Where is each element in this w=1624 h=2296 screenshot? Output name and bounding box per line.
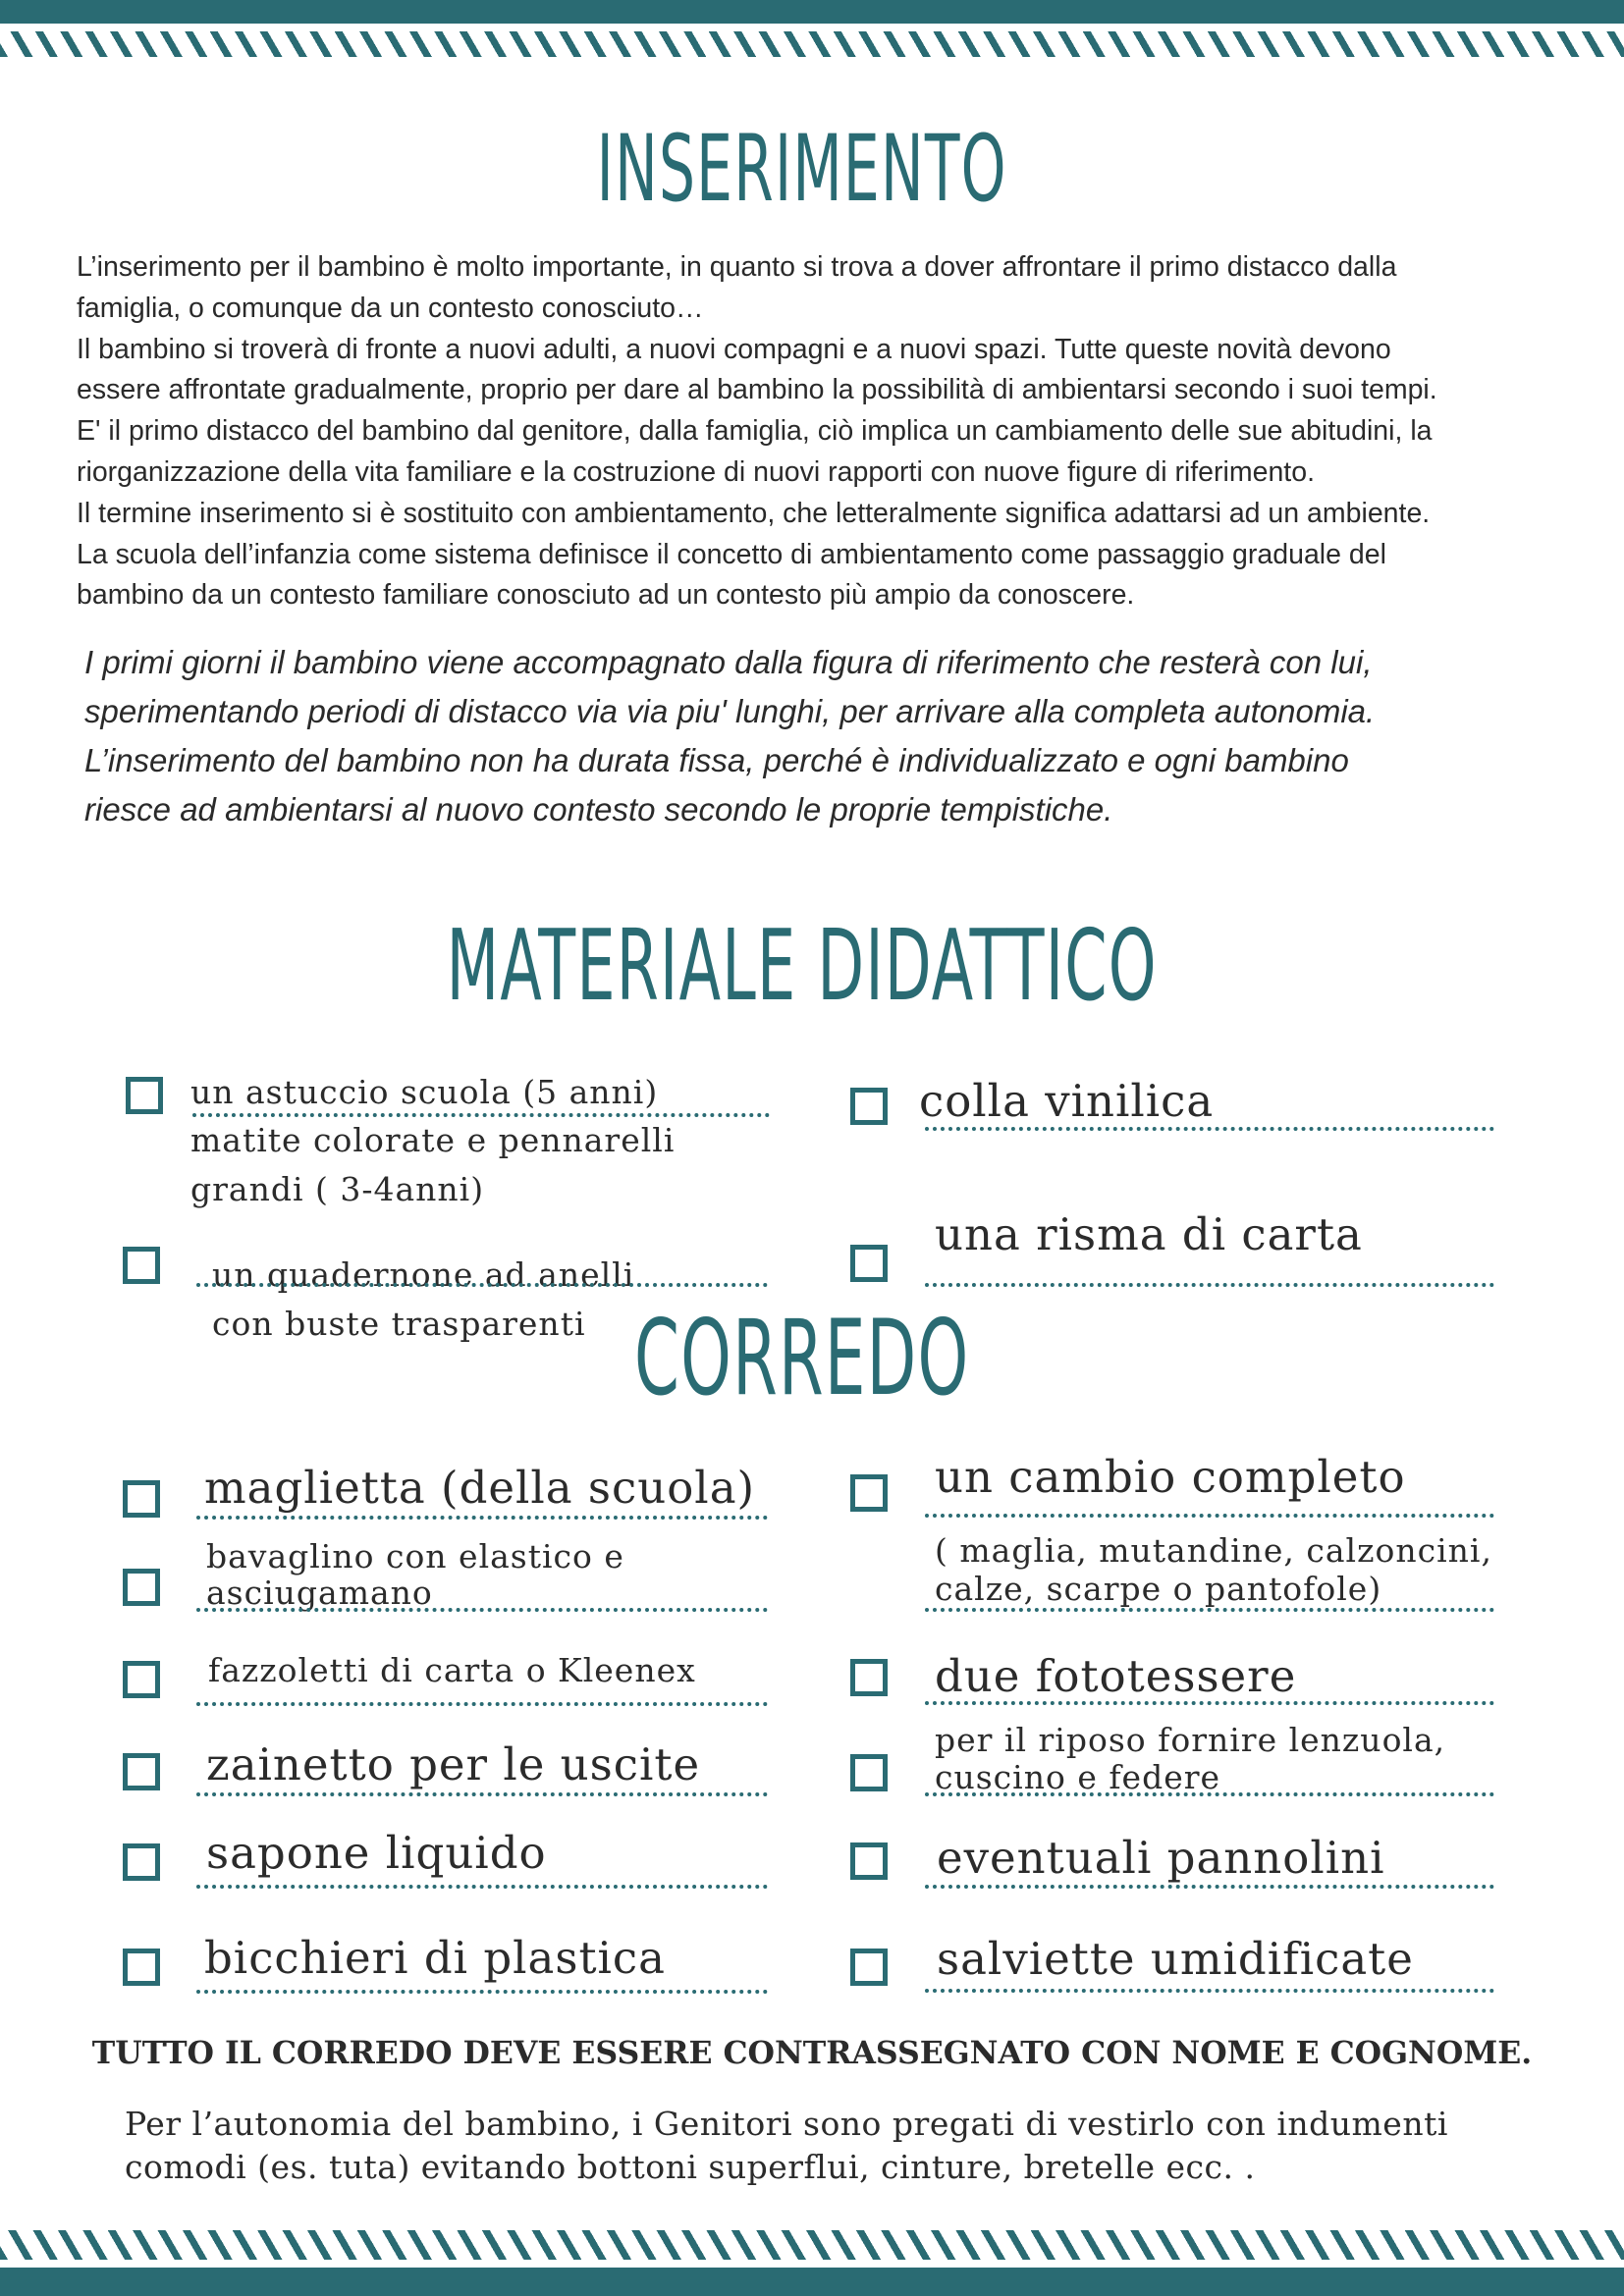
heading-inserimento: INSERIMENTO: [596, 116, 1007, 223]
dotted-line: [925, 1792, 1494, 1796]
label-risma: una risma di carta: [935, 1208, 1363, 1260]
label-cambio-detail: ( maglia, mutandine, calzoncini,: [935, 1531, 1492, 1570]
intro-line: Il termine inserimento si è sostituito con ambientamento, che letteralmente significa adattarsi ad un ambiente.: [77, 497, 1431, 529]
dotted-line: [925, 1989, 1494, 1993]
dotted-line: [925, 1885, 1494, 1889]
checkbox-maglietta[interactable]: [123, 1480, 160, 1518]
checkbox-fazzoletti[interactable]: [123, 1661, 160, 1698]
bottom-decorative-band: [0, 2230, 1624, 2296]
intro-paragraph: [77, 247, 1569, 616]
label-maglietta: maglietta (della scuola): [204, 1462, 756, 1514]
label-colla: colla vinilica: [919, 1075, 1215, 1127]
heading-materiale-didattico: MATERIALE DIDATTICO: [446, 908, 1158, 1023]
dotted-line: [196, 1792, 768, 1796]
bottom-stripes: [0, 2230, 1624, 2260]
checkbox-zainetto[interactable]: [123, 1753, 160, 1790]
label-astuccio-line3: grandi ( 3-4anni): [190, 1170, 485, 1208]
closing-paragraph: [125, 2103, 1548, 2189]
closing-line: comodi (es. tuta) evitando bottoni superflui, cinture, bretelle ecc. .: [125, 2148, 1256, 2186]
intro-line: riorganizzazione della vita familiare e la costruzione di nuovi rapporti con nuove figure di riferimento.: [77, 455, 1315, 488]
italic-paragraph: [84, 638, 1577, 834]
dotted-line: [925, 1127, 1494, 1131]
italic-line: I primi giorni il bambino viene accompagnato dalla figura di riferimento che resterà con lui,: [84, 644, 1373, 680]
checkbox-astuccio[interactable]: [126, 1077, 163, 1114]
top-bar: [0, 0, 1624, 24]
label-pannolini: eventuali pannolini: [937, 1832, 1385, 1884]
dotted-line: [196, 1516, 768, 1520]
dotted-line: [925, 1514, 1494, 1518]
intro-line: E' il primo distacco del bambino dal genitore, dalla famiglia, ciò implica un cambiamento delle sue abitudini, la: [77, 415, 1433, 448]
heading-corredo: CORREDO: [633, 1298, 970, 1418]
top-stripes: [0, 31, 1624, 57]
checkbox-bicchieri[interactable]: [123, 1949, 160, 1986]
checkbox-salviette[interactable]: [850, 1949, 888, 1986]
label-bavaglino: bavaglino con elastico e: [206, 1537, 624, 1575]
label-riposo: per il riposo fornire lenzuola,: [935, 1721, 1446, 1759]
intro-line: Il bambino si troverà di fronte a nuovi adulti, a nuovi compagni e a nuovi spazi. Tutte queste novità devono: [77, 333, 1391, 365]
checkbox-sapone[interactable]: [123, 1843, 160, 1881]
checkbox-risma[interactable]: [850, 1245, 888, 1282]
checkbox-pannolini[interactable]: [850, 1842, 888, 1880]
checkbox-quadernone[interactable]: [123, 1247, 160, 1284]
label-bavaglino-line2: asciugamano: [206, 1574, 433, 1612]
dotted-line: [925, 1608, 1494, 1612]
label-salviette: salviette umidificate: [937, 1933, 1414, 1985]
dotted-line: [196, 1885, 768, 1889]
corredo-notice: TUTTO IL CORREDO DEVE ESSERE CONTRASSEGNATO CON NOME E COGNOME.: [91, 2034, 1533, 2071]
dotted-line: [196, 1702, 768, 1706]
intro-line: bambino da un contesto familiare conosciuto ad un contesto più ampio da conoscere.: [77, 579, 1135, 612]
intro-line: La scuola dell’infanzia come sistema definisce il concetto di ambientamento come passaggio graduale del: [77, 538, 1386, 570]
checkbox-riposo[interactable]: [850, 1754, 888, 1791]
checkbox-cambio[interactable]: [850, 1474, 888, 1512]
intro-line: L’inserimento per il bambino è molto importante, in quanto si trova a dover affrontare il primo distacco dalla: [77, 251, 1397, 283]
italic-line: sperimentando periodi di distacco via via piu' lunghi, per arrivare alla completa autonomia.: [84, 693, 1376, 729]
label-cambio-detail-line2: calze, scarpe o pantofole): [935, 1570, 1382, 1608]
intro-line: essere affrontate gradualmente, proprio per dare al bambino la possibilità di ambientarsi secondo i suoi tempi.: [77, 374, 1437, 406]
italic-line: riesce ad ambientarsi al nuovo contesto secondo le proprie tempistiche.: [84, 791, 1113, 828]
label-zainetto: zainetto per le uscite: [206, 1738, 701, 1790]
label-quadernone: un quadernone ad anelli: [212, 1255, 635, 1294]
label-cambio: un cambio completo: [935, 1451, 1406, 1503]
label-riposo-line2: cuscino e federe: [935, 1758, 1221, 1796]
label-astuccio-line2: matite colorate e pennarelli: [190, 1121, 676, 1159]
dotted-line: [925, 1283, 1494, 1287]
label-bicchieri: bicchieri di plastica: [204, 1932, 666, 1984]
dotted-line: [196, 1608, 768, 1612]
bottom-bar: [0, 2268, 1624, 2296]
dotted-line: [196, 1990, 768, 1994]
label-quadernone-line2: con buste trasparenti: [212, 1305, 586, 1343]
dotted-line: [925, 1701, 1494, 1705]
top-decorative-band: [0, 0, 1624, 61]
label-fototessere: due fototessere: [935, 1650, 1297, 1702]
dotted-line: [192, 1113, 770, 1117]
italic-line: L’inserimento del bambino non ha durata fissa, perché è individualizzato e ogni bambino: [84, 742, 1349, 778]
intro-line: famiglia, o comunque da un contesto conosciuto…: [77, 292, 704, 324]
checkbox-colla[interactable]: [850, 1088, 888, 1125]
label-fazzoletti: fazzoletti di carta o Kleenex: [208, 1651, 696, 1689]
dotted-line: [196, 1283, 768, 1287]
checkbox-bavaglino[interactable]: [123, 1569, 160, 1606]
closing-line: Per l’autonomia del bambino, i Genitori sono pregati di vestirlo con indumenti: [125, 2105, 1448, 2143]
label-sapone: sapone liquido: [206, 1827, 547, 1879]
checkbox-fototessere[interactable]: [850, 1659, 888, 1696]
label-astuccio: un astuccio scuola (5 anni): [190, 1073, 659, 1111]
